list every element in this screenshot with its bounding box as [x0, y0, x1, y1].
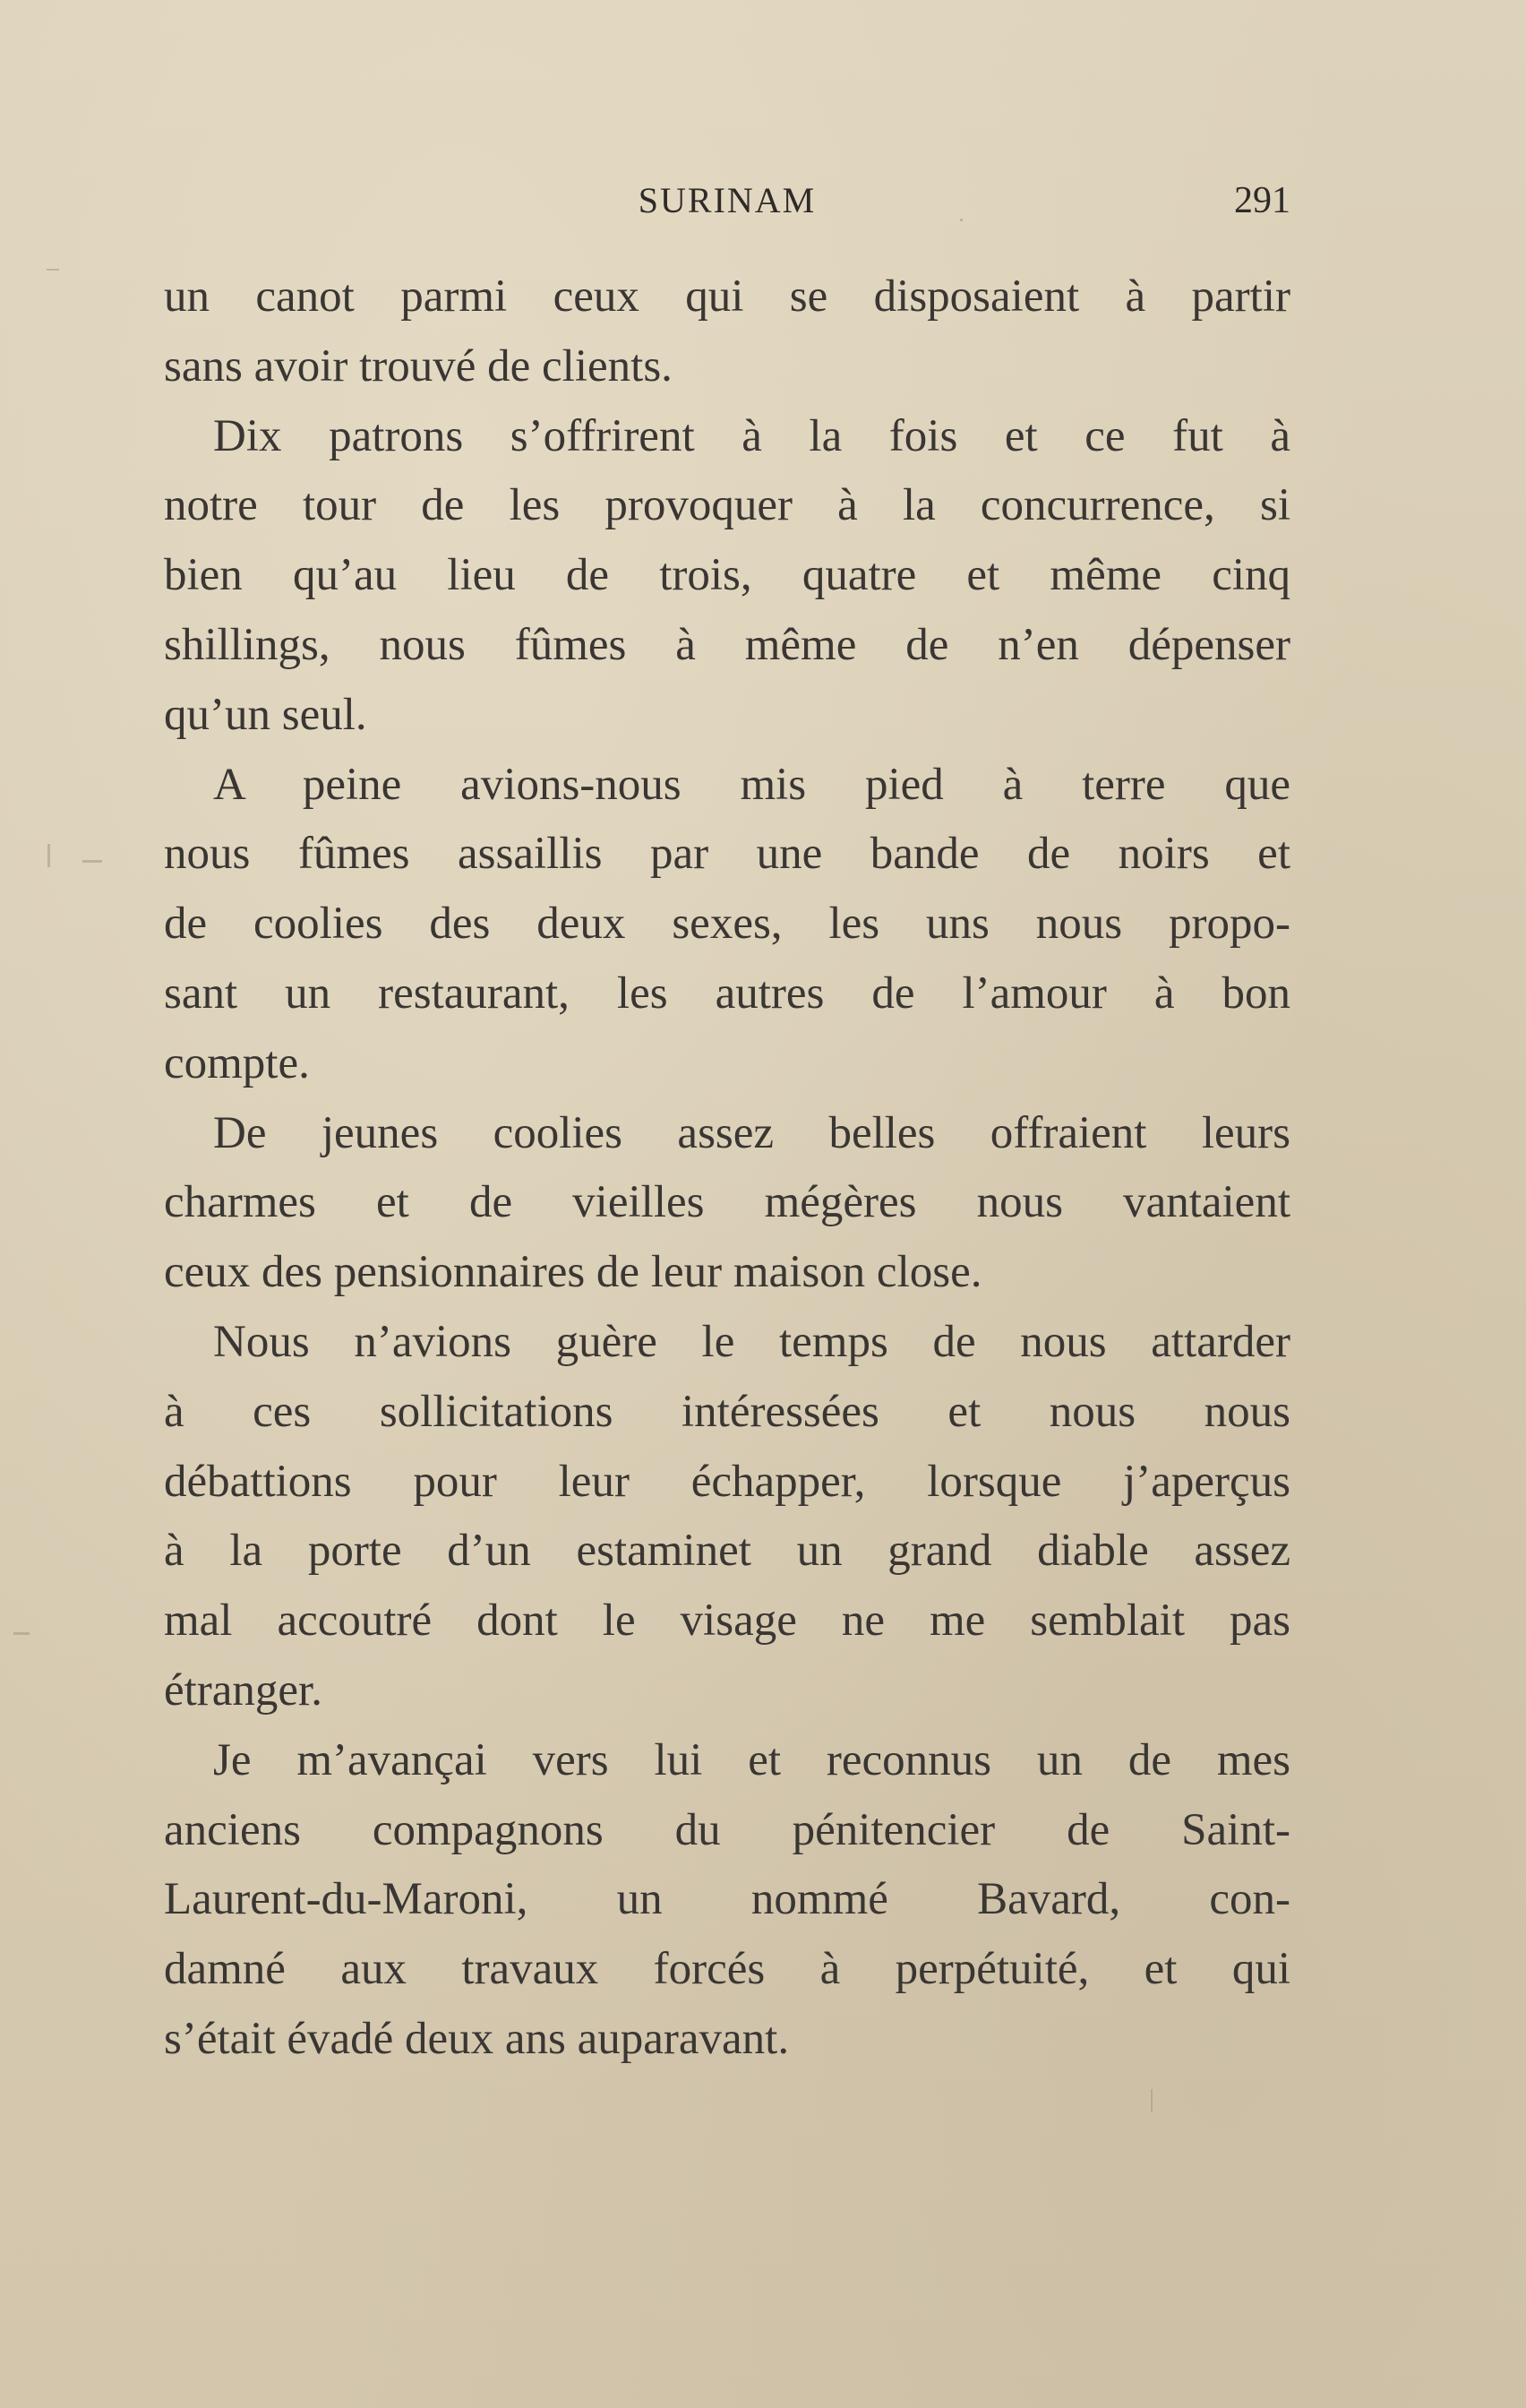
running-title: SURINAM	[638, 180, 817, 220]
text-line: Nous n’avions guère le temps de nous attarder	[213, 1316, 1290, 1367]
text-line: De jeunes coolies assez belles offraient leurs	[213, 1107, 1290, 1158]
paper-speck	[82, 860, 102, 863]
paper-speck	[47, 844, 50, 867]
text-line: sant un restaurant, les autres de l’amour à bon	[164, 968, 1290, 1019]
text-line: Laurent-du-Maroni, un nommé Bavard, con-	[164, 1874, 1290, 1925]
text-line: bien qu’au lieu de trois, quatre et même cinq	[164, 550, 1290, 601]
text-line: à ces sollicitations intéressées et nous nous	[164, 1386, 1290, 1437]
text-line: s’était évadé deux ans auparavant.	[164, 2013, 790, 2064]
text-line: de coolies des deux sexes, les uns nous propo-	[164, 899, 1290, 950]
text-line: étranger.	[164, 1664, 322, 1716]
text-line: nous fûmes assaillis par une bande de noirs et	[164, 829, 1290, 880]
text-line: compte.	[164, 1037, 310, 1088]
text-line: notre tour de les provoquer à la concurrence, si	[164, 480, 1290, 531]
paper-speck	[13, 1632, 30, 1635]
text-line: à la porte d’un estaminet un grand diable assez	[164, 1526, 1290, 1577]
text-line: shillings, nous fûmes à même de n’en dépenser	[164, 619, 1290, 670]
text-line: A peine avions-nous mis pied à terre que	[213, 759, 1290, 810]
text-line: sans avoir trouvé de clients.	[164, 340, 673, 391]
text-line: Dix patrons s’offrirent à la fois et ce fut à	[213, 410, 1290, 461]
text-line: charmes et de vieilles mégères nous vantaient	[164, 1177, 1290, 1228]
text-line: qu’un seul.	[164, 689, 367, 740]
paper-speck	[47, 269, 59, 271]
page-header	[164, 179, 1290, 233]
body-text	[164, 262, 1290, 2075]
text-line: mal accoutré dont le visage ne me semblait pas	[164, 1595, 1290, 1647]
text-line: ceux des pensionnaires de leur maison close.	[164, 1247, 982, 1298]
page-number: 291	[1234, 180, 1290, 221]
text-line: anciens compagnons du pénitencier de Saint-	[164, 1804, 1290, 1855]
text-line: débattions pour leur échapper, lorsque j’aperçus	[164, 1456, 1290, 1507]
text-line: Je m’avançai vers lui et reconnus un de mes	[213, 1734, 1290, 1785]
paper-speck	[1151, 2089, 1153, 2112]
text-line: un canot parmi ceux qui se disposaient à partir	[164, 271, 1290, 322]
text-line: damné aux travaux forcés à perpétuité, et qui	[164, 1944, 1290, 1995]
